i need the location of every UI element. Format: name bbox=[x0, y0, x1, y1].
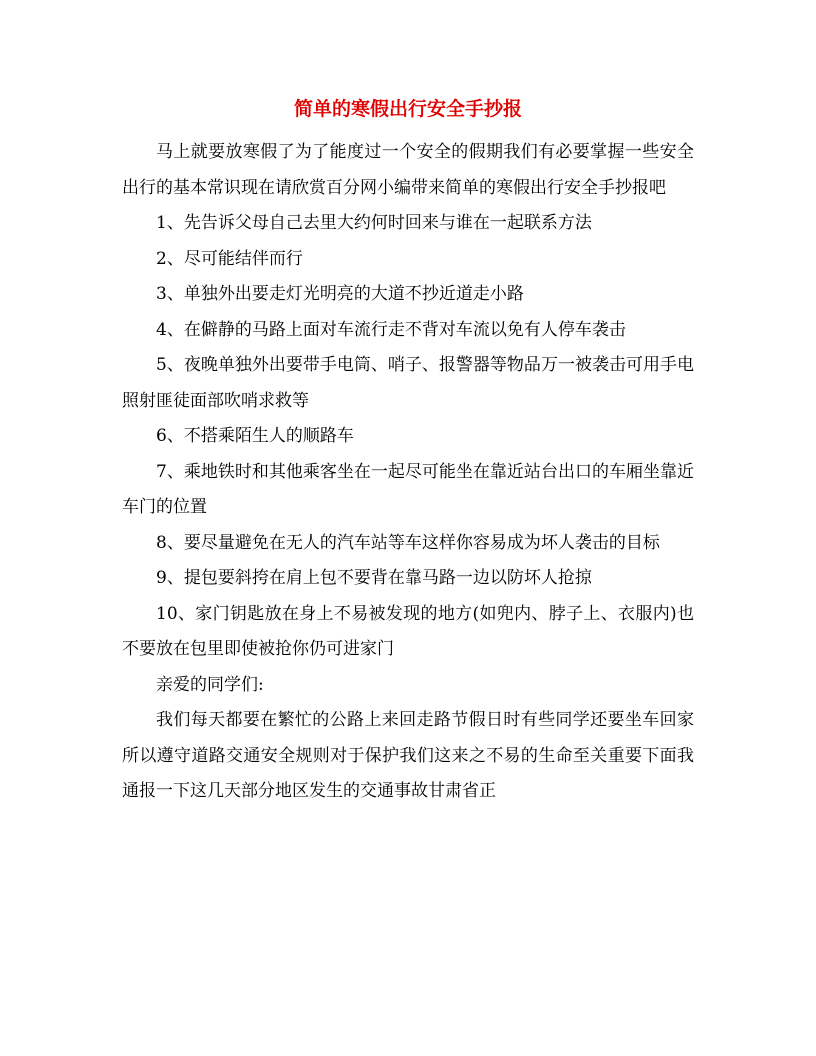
tip-item-6: 6、不搭乘陌生人的顺路车 bbox=[156, 426, 354, 446]
tip-item-10: 10、家门钥匙放在身上不易被发现的地方(如兜内、脖子上、衣服内)也不要放在包里即使被抢你仍可进家门 bbox=[122, 603, 694, 659]
tip-item-2: 2、尽可能结伴而行 bbox=[156, 248, 303, 269]
tip-item-9: 9、提包要斜挎在肩上包不要背在靠马路一边以防坏人抢掠 bbox=[156, 568, 592, 588]
tip-item-7: 7、乘地铁时和其他乘客坐在一起尽可能坐在靠近站台出口的车厢坐靠近车门的位置 bbox=[122, 461, 694, 517]
tip-item-1: 1、先告诉父母自己去里大约何时回来与谁在一起联系方法 bbox=[156, 213, 592, 233]
closing-paragraph: 我们每天都要在繁忙的公路上来回走路节假日时有些同学还要坐车回家所以遵守道路交通安全规则对于保护我们这来之不易的生命至关重要下面我通报一下这几天部分地区发生的交通事故甘肃省正 bbox=[122, 710, 694, 801]
tip-item-3: 3、单独外出要走灯光明亮的大道不抄近道走小路 bbox=[156, 284, 524, 304]
document-title: 简单的寒假出行安全手抄报 bbox=[293, 98, 522, 120]
greeting-line: 亲爱的同学们: bbox=[156, 674, 264, 695]
intro-paragraph: 马上就要放寒假了为了能度过一个安全的假期我们有必要掌握一些安全出行的基本常识现在请欣赏百分网小编带来简单的寒假出行安全手抄报吧 bbox=[122, 142, 694, 198]
tip-item-5: 5、夜晚单独外出要带手电筒、哨子、报警器等物品万一被袭击可用手电照射匪徒面部吹哨求救等 bbox=[122, 355, 694, 411]
tip-item-8: 8、要尽量避免在无人的汽车站等车这样你容易成为坏人袭击的目标 bbox=[156, 532, 660, 553]
document-body bbox=[122, 135, 694, 810]
tip-item-4: 4、在僻静的马路上面对车流行走不背对车流以免有人停车袭击 bbox=[156, 319, 626, 340]
